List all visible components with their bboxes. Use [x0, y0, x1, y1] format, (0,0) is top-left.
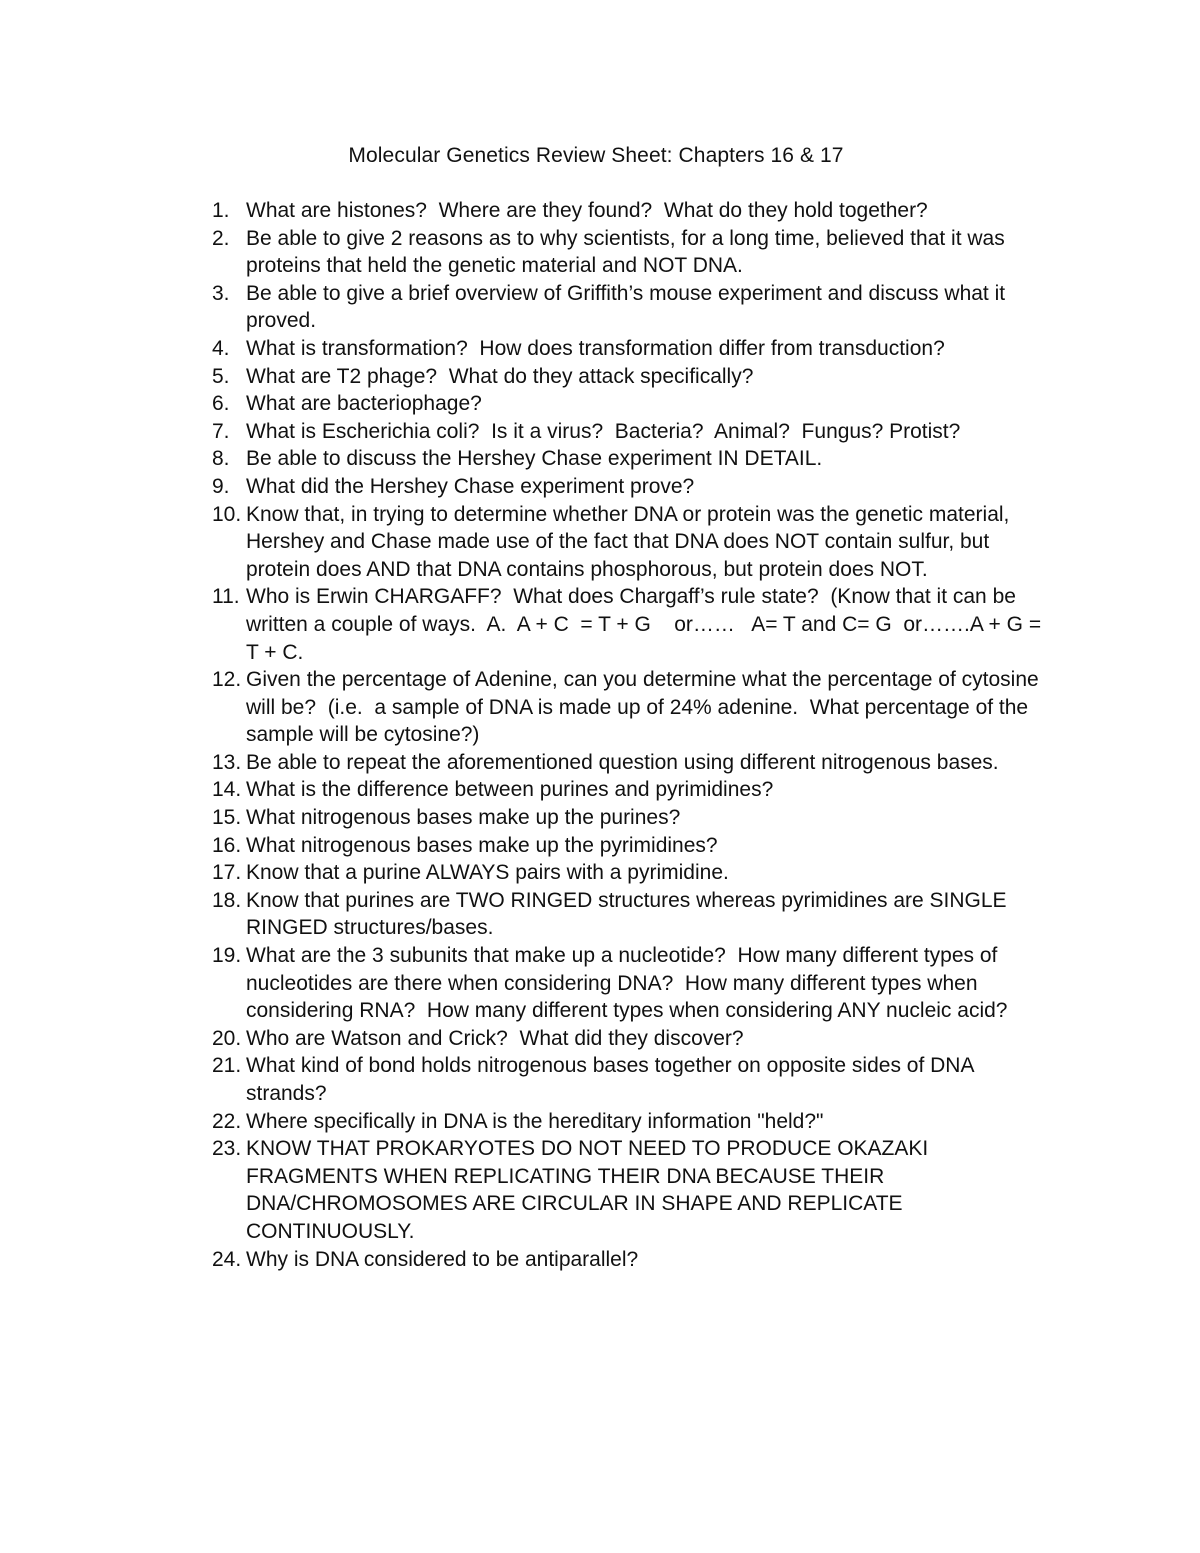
question-text: Who are Watson and Crick? What did they discover?	[246, 1026, 744, 1050]
question-item	[212, 804, 1042, 832]
question-number: 9.	[212, 474, 230, 498]
question-number: 4.	[212, 336, 230, 360]
question-text: Be able to give 2 reasons as to why scientists, for a long time, believed that it was proteins that held the genetic material and NOT DNA.	[246, 226, 1011, 278]
question-number: 8.	[212, 447, 230, 471]
question-number: 15.	[212, 806, 242, 830]
question-text: Know that purines are TWO RINGED structures whereas pyrimidines are SINGLE RINGED structures/bases.	[246, 888, 1013, 940]
question-item	[212, 749, 1042, 777]
question-text: Why is DNA considered to be antiparallel?	[246, 1247, 639, 1271]
question-text: What nitrogenous bases make up the purines?	[246, 806, 681, 830]
question-number: 6.	[212, 392, 230, 416]
question-number: 2.	[212, 226, 230, 250]
question-item	[212, 335, 1042, 363]
question-text: What kind of bond holds nitrogenous bases together on opposite sides of DNA strands?	[246, 1054, 980, 1105]
question-item	[212, 832, 1042, 860]
question-number: 5.	[212, 364, 230, 388]
question-number: 21.	[212, 1054, 242, 1078]
question-number: 3.	[212, 281, 230, 305]
question-list	[212, 197, 1047, 1273]
question-text: What are the 3 subunits that make up a nucleotide? How many different types of nucleotides are there when considering DNA? How many different types when considering RNA? How many different types when considering ANY nucleic acid?	[246, 944, 1008, 1023]
question-item	[212, 1108, 1042, 1136]
question-number: 23.	[212, 1137, 242, 1161]
question-text: Be able to discuss the Hershey Chase experiment IN DETAIL.	[246, 447, 823, 471]
question-item	[212, 363, 1042, 391]
question-number: 17.	[212, 861, 242, 885]
question-number: 18.	[212, 888, 242, 912]
question-number: 11.	[212, 585, 240, 609]
question-text: What nitrogenous bases make up the pyrimidines?	[246, 833, 718, 857]
question-item	[212, 197, 1042, 225]
question-item	[212, 418, 1042, 446]
question-number: 16.	[212, 833, 242, 857]
question-item	[212, 776, 1042, 804]
question-text: Know that a purine ALWAYS pairs with a pyrimidine.	[246, 861, 729, 885]
question-text: Given the percentage of Adenine, can you determine what the percentage of cytosine will be? (i.e. a sample of DNA is made up of 24% adenine. What percentage of the sample will be cytosine?)	[246, 668, 1045, 747]
question-item	[212, 390, 1042, 418]
question-number: 12.	[212, 668, 242, 692]
question-number: 7.	[212, 419, 230, 443]
question-number: 10.	[212, 502, 242, 526]
question-item	[212, 583, 1047, 666]
question-item	[212, 1052, 1042, 1107]
question-text: What is the difference between purines and pyrimidines?	[246, 778, 774, 802]
question-text: What are bacteriophage?	[246, 392, 482, 416]
question-item	[212, 1025, 1042, 1053]
question-item	[212, 1135, 1042, 1245]
question-number: 22.	[212, 1109, 242, 1133]
question-text: What did the Hershey Chase experiment prove?	[246, 474, 695, 498]
question-item	[212, 859, 1042, 887]
question-item	[212, 473, 1042, 501]
question-item	[212, 280, 1042, 335]
question-item	[212, 666, 1045, 749]
question-text: KNOW THAT PROKARYOTES DO NOT NEED TO PRODUCE OKAZAKI FRAGMENTS WHEN REPLICATING THEIR DNA BECAUSE THEIR DNA/CHROMOSOMES ARE CIRCULAR IN SHAPE AND REPLICATE CONTINUOUSLY.	[246, 1137, 935, 1243]
question-text: What are T2 phage? What do they attack specifically?	[246, 364, 754, 388]
question-number: 20.	[212, 1026, 242, 1050]
question-text: Who is Erwin CHARGAFF? What does Chargaff’s rule state? (Know that it can be written a couple of ways. A. A + C = T + G or…… A= T and C= G or…….A + G = T + C.	[246, 585, 1047, 664]
question-text: What are histones? Where are they found? What do they hold together?	[246, 199, 928, 222]
page-title: Molecular Genetics Review Sheet: Chapters 16 & 17	[348, 144, 844, 167]
question-number: 24.	[212, 1247, 242, 1271]
question-number: 14.	[212, 778, 242, 802]
question-text: Where specifically in DNA is the hereditary information "held?"	[246, 1109, 824, 1133]
question-item	[212, 887, 1042, 942]
question-text: What is transformation? How does transformation differ from transduction?	[246, 336, 945, 360]
question-item	[212, 501, 1042, 584]
question-number: 13.	[212, 750, 242, 774]
question-number: 19.	[212, 944, 242, 968]
question-item	[212, 445, 1042, 473]
question-text: Be able to repeat the aforementioned question using different nitrogenous bases.	[246, 750, 999, 774]
question-text: Be able to give a brief overview of Griffith’s mouse experiment and discuss what it proved.	[246, 281, 1011, 333]
question-text: Know that, in trying to determine whether DNA or protein was the genetic material, Hershey and Chase made use of the fact that DNA does NOT contain sulfur, but protein does AND that DNA contains phosphorous, but protein does NOT.	[246, 502, 1016, 581]
question-item	[212, 942, 1042, 1025]
question-text: What is Escherichia coli? Is it a virus? Bacteria? Animal? Fungus? Protist?	[246, 419, 961, 443]
question-number: 1.	[212, 199, 230, 222]
question-item	[212, 225, 1042, 280]
question-item	[212, 1246, 1042, 1274]
